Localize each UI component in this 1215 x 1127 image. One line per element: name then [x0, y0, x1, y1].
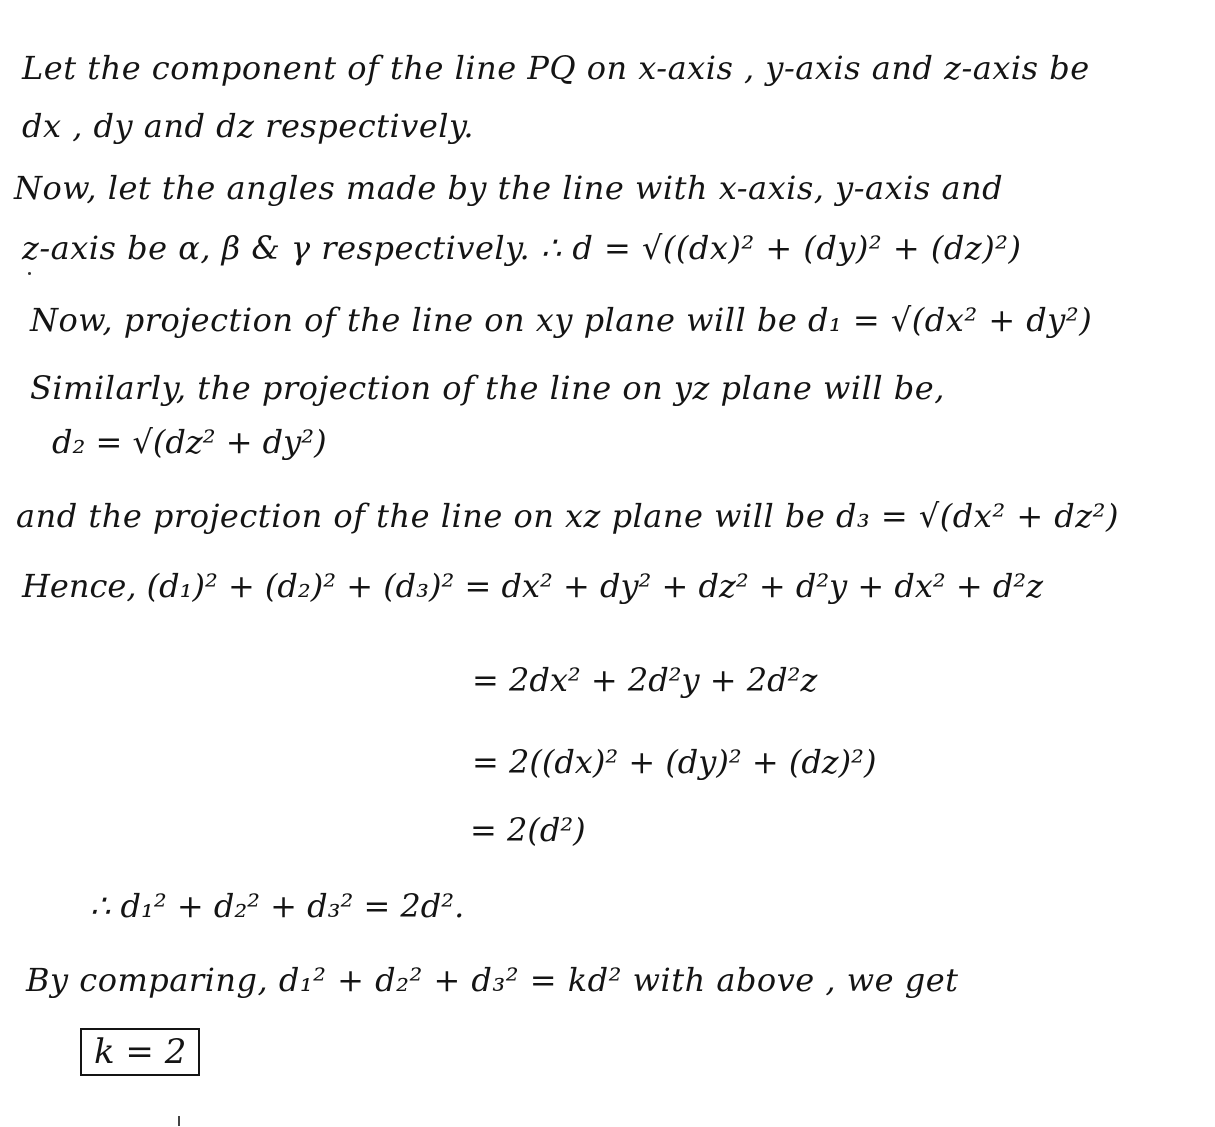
- text-line-comparison: By comparing, d₁² + d₂² + d₃² = kd² with above , we get: [26, 961, 959, 999]
- text-line-7: and the projection of the line on xz plane will be d₃ = √(dx² + dz²): [16, 497, 1119, 535]
- text-line-6: Similarly, the projection of the line on yz plane will be,: [30, 369, 945, 407]
- text-line-5: Now, projection of the line on xy plane will be d₁ = √(dx² + dy²): [30, 301, 1093, 339]
- stray-mark: [178, 1116, 180, 1126]
- equation-conclusion: ∴ d₁² + d₂² + d₃² = 2d².: [90, 887, 465, 925]
- final-answer-box: k = 2: [80, 1028, 200, 1076]
- text-line-1: Let the component of the line PQ on x-axis , y-axis and z-axis be: [22, 49, 1090, 87]
- equation-step-4: = 2(d²): [470, 811, 586, 849]
- equation-sum-of-squares: Hence, (d₁)² + (d₂)² + (d₃)² = dx² + dy² + dz² + d²y + dx² + d²z: [22, 567, 1044, 605]
- equation-step-2: = 2dx² + 2d²y + 2d²z: [472, 661, 818, 699]
- text-line-4: z-axis be α, β & γ respectively. ∴ d = √((dx)² + (dy)² + (dz)²): [22, 229, 1022, 267]
- equation-step-3: = 2((dx)² + (dy)² + (dz)²): [472, 743, 877, 781]
- stray-dot: [28, 272, 31, 275]
- equation-d2: d₂ = √(dz² + dy²): [52, 423, 327, 461]
- text-line-2: dx , dy and dz respectively.: [22, 107, 474, 145]
- text-line-3: Now, let the angles made by the line with x-axis, y-axis and: [14, 169, 1004, 207]
